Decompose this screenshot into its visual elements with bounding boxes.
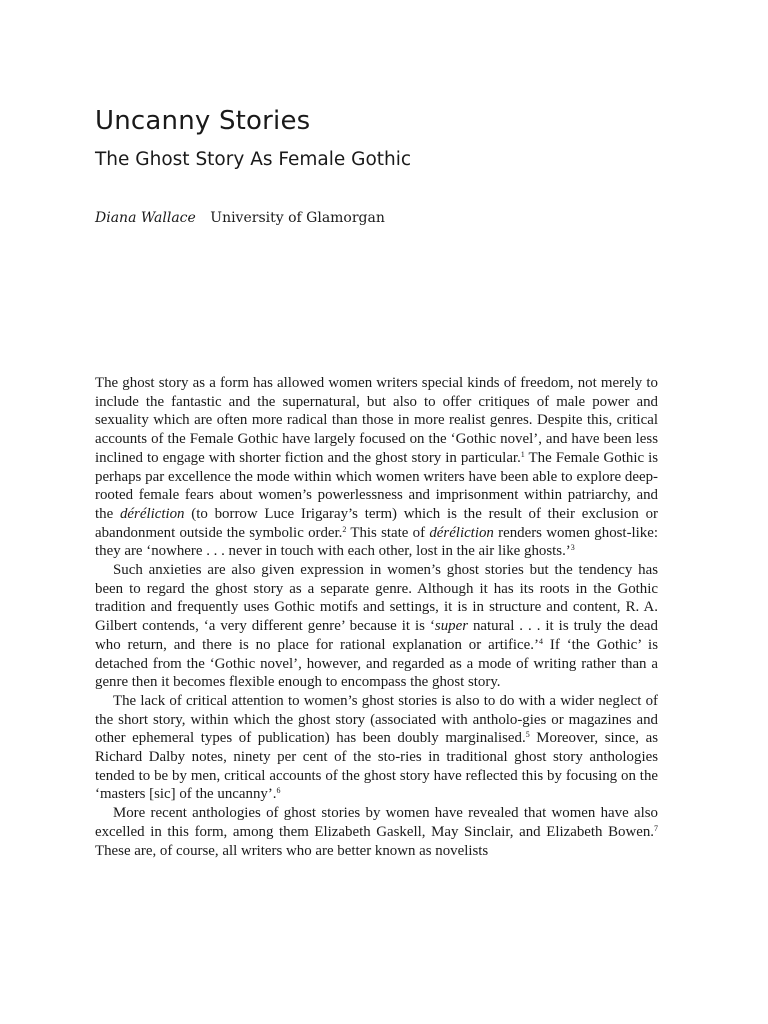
body-paragraph	[95, 561, 658, 692]
text-run: natural . . . it is truly the dead who return, and there is no place for rational explanation or artifice.’	[95, 618, 658, 653]
text-run: renders women ghost-like: they are ‘nowhere . . . never in touch with each other, lost in the air like ghosts.’	[95, 524, 658, 560]
italic-term: déréliction	[119, 505, 185, 522]
text-run: This state of	[346, 524, 430, 541]
text-run: These are, of course, all writers who are better known as novelists	[95, 842, 489, 859]
text-run: If ‘the Gothic’ is detached from the ‘Gothic novel’, however, and regarded as a mode of writing rather than a genre then it becomes flexible enough to encompass the ghost story.	[95, 636, 658, 691]
footnote-marker: 6	[276, 786, 281, 796]
footnote-marker: 5	[525, 730, 530, 740]
footnote-marker: 7	[654, 823, 658, 833]
article-body	[95, 374, 658, 860]
footnote-marker: 4	[538, 636, 543, 646]
body-paragraph	[95, 374, 658, 561]
footnote-marker: 2	[342, 524, 347, 534]
text-run: The lack of critical attention to women’s ghost stories is also to do with a wider neglect of the short story, within which the ghost story (associated with antholo-gies or magazines and other ephemeral types of publication) has been doubly marginalised.	[95, 692, 658, 747]
text-run: The Female Gothic is perhaps par excellence the mode within which women writers have been able to explore deep-rooted female fears about women’s powerlessness and imprisonment within patriarchy, and the	[95, 449, 659, 522]
author-affiliation: University of Glamorgan	[210, 210, 385, 226]
author-name: Diana Wallace	[95, 210, 196, 226]
byline	[95, 208, 385, 228]
text-run: Such anxieties are also given expression in women’s ghost stories but the tendency has been to regard the ghost story as a separate genre. Although it has its roots in the Gothic tradition and frequently uses Gothic motifs and settings, it is in structure and content, R. A. Gilbert contends, ‘a very different genre’ because it is ‘	[95, 562, 658, 635]
text-run: The ghost story as a form has allowed women writers special kinds of freedom, not merely to include the fantastic and the supernatural, but also to offer critiques of male power and sexuality which are often more radical than those in more realist genres. Despite this, critical accounts of the Female Gothic have largely focused on the ‘Gothic novel’, and have been less inclined to engage with shorter fiction and the ghost story in particular.	[95, 375, 658, 466]
footnote-marker: 3	[570, 543, 575, 553]
body-paragraph	[95, 692, 658, 804]
footnote-marker: 1	[520, 449, 525, 459]
article-title: Uncanny Stories	[95, 106, 311, 136]
text-run: More recent anthologies of ghost stories by women have revealed that women have also excelled in this form, among them Elizabeth Gaskell, May Sinclair, and Elizabeth Bowen.	[95, 805, 658, 840]
article-subtitle: The Ghost Story As Female Gothic	[95, 149, 412, 170]
italic-term: super	[434, 618, 468, 635]
text-run: (to borrow Luce Irigaray’s term) which is the result of their exclusion or abandonment outside the symbolic order.	[95, 505, 659, 541]
italic-term: déréliction	[429, 524, 494, 541]
text-run: Moreover, since, as Richard Dalby notes, ninety per cent of the sto-ries in traditional ghost story anthologies tended to be by men, critical accounts of the ghost story have reflected this by focusing on the ‘masters [sic] of the uncanny’.	[95, 730, 658, 803]
body-paragraph	[95, 804, 658, 860]
